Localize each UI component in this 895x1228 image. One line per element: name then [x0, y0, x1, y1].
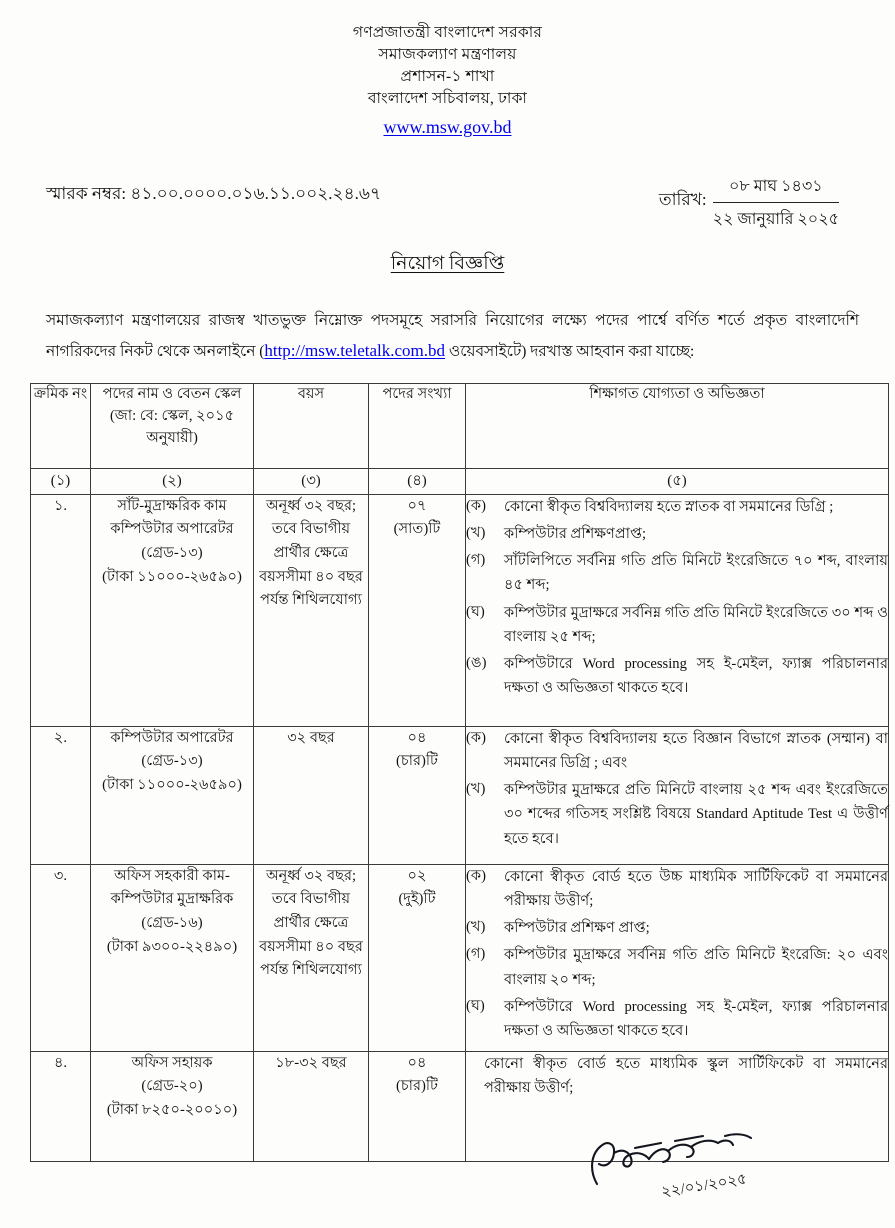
row-vacancy-cell [369, 726, 466, 864]
qualification-mark: (ঙ) [466, 655, 487, 672]
page-title [0, 249, 895, 281]
colnum-5: (৫) [466, 468, 889, 494]
ministry-name: সমাজকল্যাণ মন্ত্রণালয় [378, 46, 517, 63]
post-name: অফিস সহকারী কাম-কম্পিউটার মুদ্রাক্ষরিক [110, 867, 234, 908]
qualification-text: কোনো স্বীকৃত বিশ্ববিদ্যালয় হতে বিজ্ঞান বিভাগে স্নাতক (সম্মান) বা সমমানের ডিগ্রি ; এবং [504, 730, 888, 771]
header-post-name: পদের নাম ও বেতন স্কেল (জা: বে: স্কেল, ২০১৫ অনুযায়ী) [91, 383, 254, 468]
website-link[interactable]: www.msw.gov.bd [383, 117, 512, 137]
qualification-text: কম্পিউটারে Word processing সহ ই-মেইল, ফ্যাক্স পরিচালনার দক্ষতা ও অভিজ্ঞতা থাকতে হবে। [504, 998, 888, 1040]
qualification-text: কম্পিউটার মুদ্রাক্ষরে প্রতি মিনিটে বাংলায় ২৫ শব্দ এবং ইংরেজিতে ৩০ শব্দের গতিসহ সংশ্লিষ্ট বিষয়ে Standard Aptitude Test এ উত্তীর্ণ হতে হবে। [504, 782, 888, 847]
qualification-text: কোনো স্বীকৃত বোর্ড হতে উচ্চ মাধ্যমিক সার্টিফিকেট বা সমমানের পরীক্ষায় উত্তীর্ণ; [504, 868, 888, 909]
colnum-1: (১) [31, 468, 91, 494]
qualification-text: কম্পিউটারে Word processing সহ ই-মেইল, ফ্যাক্স পরিচালনার দক্ষতা ও অভিজ্ঞতা থাকতে হবে। [504, 656, 888, 697]
qualification-text: সাঁটলিপিতে সর্বনিম্ন গতি প্রতি মিনিটে ইংরেজিতে ৭০ শব্দ, বাংলায় ৪৫ শব্দ; [504, 553, 888, 594]
letterhead [0, 0, 895, 141]
qualification-mark: (খ) [466, 781, 486, 798]
post-grade: (গ্রেড-১৬) [141, 915, 203, 931]
row-age: ৩২ বছর [254, 726, 369, 864]
qualification-item [466, 865, 888, 916]
post-name: সাঁট-মুদ্রাক্ষরিক কাম কম্পিউটার অপারেটর [110, 497, 234, 538]
qualification-text: কোনো স্বীকৃত বোর্ড হতে মাধ্যমিক স্কুল সার্টিফিকেট বা সমমানের পরীক্ষায় উত্তীর্ণ; [484, 1055, 888, 1096]
header-age: বয়স [254, 383, 369, 468]
qualification-text: কম্পিউটার প্রশিক্ষণ প্রাপ্ত; [504, 920, 650, 937]
qualification-mark: (ক) [466, 729, 486, 746]
row-post-cell [91, 494, 254, 726]
row-serial: ৪. [31, 1051, 91, 1161]
qualification-mark: (ঘ) [466, 603, 485, 620]
qualification-item [466, 1052, 888, 1103]
memo-number: স্মারক নম্বর: ৪১.০০.০০০০.০১৬.১১.০০২.২৪.৬৭ [46, 183, 382, 203]
colnum-2: (২) [91, 468, 254, 494]
qualification-text: কম্পিউটার মুদ্রাক্ষরে সর্বনিম্ন গতি প্রতি মিনিটে ইংরেজি: ২০ এবং বাংলায় ২০ শব্দ; [504, 947, 888, 988]
jobs-table [30, 383, 889, 1162]
colnum-4: (৪) [369, 468, 466, 494]
post-salary: (টাকা ১১০০০-২৬৫৯০) [102, 568, 242, 585]
address-line: বাংলাদেশ সচিবালয়, ঢাকা [367, 90, 528, 107]
table-row [31, 864, 889, 1051]
post-name: অফিস সহায়ক [131, 1054, 213, 1071]
vacancy-word: (চার)টি [396, 753, 438, 770]
intro-paragraph [46, 307, 859, 367]
header-vacancy: পদের সংখ্যা [369, 383, 466, 468]
row-post-cell [91, 726, 254, 864]
post-grade: (গ্রেড-২০) [141, 1078, 203, 1095]
qualification-mark: (গ) [466, 552, 486, 569]
row-post-cell [91, 1051, 254, 1161]
vacancy-word: (সাত)টি [393, 521, 441, 538]
page-title-text: নিয়োগ বিজ্ঞপ্তি [390, 252, 505, 274]
date-bangla: ০৮ মাঘ ১৪৩১ [713, 173, 839, 203]
qualification-item [466, 727, 888, 778]
table-row [31, 494, 889, 726]
table-row [31, 726, 889, 864]
date-values [713, 173, 839, 233]
branch-name: প্রশাসন-১ শাখা [400, 68, 495, 85]
row-qualifications [466, 864, 889, 1051]
qualification-mark: (ক) [466, 867, 486, 884]
row-vacancy-cell [369, 494, 466, 726]
qualification-item [466, 495, 888, 522]
colnum-3: (৩) [254, 468, 369, 494]
vacancy-number: ০৪ [407, 1054, 427, 1071]
qualification-mark: (গ) [466, 946, 486, 963]
jobs-table-wrap [30, 383, 888, 1162]
qualification-item [466, 916, 888, 943]
memo-row [0, 175, 895, 231]
qualification-item [466, 601, 888, 652]
row-serial: ৩. [31, 864, 91, 1051]
header-qualification: শিক্ষাগত যোগ্যতা ও অভিজ্ঞতা [466, 383, 889, 468]
qualification-item [466, 549, 888, 600]
header-serial: ক্রমিক নং [31, 383, 91, 468]
row-age: অনূর্ধ্ব ৩২ বছর; তবে বিভাগীয় প্রার্থীর ক্ষেত্রে বয়সসীমা ৪০ বছর পর্যন্ত শিথিলযোগ্য [254, 864, 369, 1051]
qualification-text: কম্পিউটার প্রশিক্ষণপ্রাপ্ত; [504, 525, 647, 542]
date-label: তারিখ: [658, 189, 707, 209]
vacancy-number: ০৪ [407, 729, 427, 746]
intro-text-part1: সমাজকল্যাণ মন্ত্রণালয়ের রাজস্ব খাতভুক্ত নিম্নোক্ত পদসমূহে সরাসরি নিয়োগের লক্ষ্যে পদের পার্শ্বে বর্ণিত শর্তে প্রকৃত বাংলাদেশি নাগরিকদের নিকট থেকে অনলাইনে ( [46, 311, 859, 361]
post-salary: (টাকা ৮২৫০-২০০১০) [106, 1102, 238, 1118]
post-salary: (টাকা ৯৩০০-২২৪৯০) [106, 938, 238, 955]
qualification-item [466, 943, 888, 994]
row-qualifications [466, 494, 889, 726]
row-age: ১৮-৩২ বছর [254, 1051, 369, 1161]
qualification-text: কোনো স্বীকৃত বিশ্ববিদ্যালয় হতে স্নাতক বা সমমানের ডিগ্রি ; [504, 498, 834, 515]
row-post-cell [91, 864, 254, 1051]
row-age: অনূর্ধ্ব ৩২ বছর; তবে বিভাগীয় প্রার্থীর ক্ষেত্রে বয়সসীমা ৪০ বছর পর্যন্ত শিথিলযোগ্য [254, 494, 369, 726]
vacancy-number: ০২ [407, 867, 427, 884]
qualification-mark: (খ) [466, 524, 486, 541]
vacancy-word: (চার)টি [396, 1078, 438, 1095]
table-header-row [31, 383, 889, 468]
post-salary: (টাকা ১১০০০-২৬৫৯০) [102, 777, 242, 793]
vacancy-number: ০৭ [407, 497, 427, 514]
qualification-item [466, 522, 888, 549]
application-url-link[interactable]: http://msw.teletalk.com.bd [264, 341, 446, 361]
signature-date: ২২/০১/২০২৫ [660, 1171, 748, 1201]
row-vacancy-cell [369, 864, 466, 1051]
post-grade: (গ্রেড-১৩) [141, 545, 203, 561]
post-name: কম্পিউটার অপারেটর [110, 729, 234, 746]
intro-text-part2: ওয়েবসাইটে) দরখাস্ত আহবান করা যাচ্ছে: [445, 343, 695, 361]
qualification-item [466, 652, 888, 703]
govt-name: গণপ্রজাতন্ত্রী বাংলাদেশ সরকার [352, 24, 543, 41]
row-vacancy-cell [369, 1051, 466, 1161]
qualification-item [466, 778, 888, 854]
table-column-number-row [31, 468, 889, 494]
qualification-list [466, 727, 888, 854]
row-qualifications [466, 726, 889, 864]
date-gregorian: ২২ জানুয়ারি ২০২৫ [712, 210, 839, 228]
qualification-mark: (খ) [466, 919, 486, 936]
qualification-list [466, 865, 888, 1047]
row-serial: ১. [31, 494, 91, 726]
post-grade: (গ্রেড-১৩) [141, 753, 203, 770]
row-serial: ২. [31, 726, 91, 864]
qualification-list [466, 1052, 888, 1103]
qualification-list [466, 495, 888, 704]
signature-block [575, 1130, 825, 1210]
qualification-mark: (ক) [466, 497, 486, 514]
date-block [659, 173, 839, 233]
qualification-mark: (ঘ) [466, 997, 485, 1014]
vacancy-word: (দুই)টি [398, 891, 436, 908]
qualification-item [466, 995, 888, 1046]
qualification-text: কম্পিউটার মুদ্রাক্ষরে সর্বনিম্ন গতি প্রতি মিনিটে ইংরেজিতে ৩০ শব্দ ও বাংলায় ২৫ শব্দ; [504, 604, 888, 645]
